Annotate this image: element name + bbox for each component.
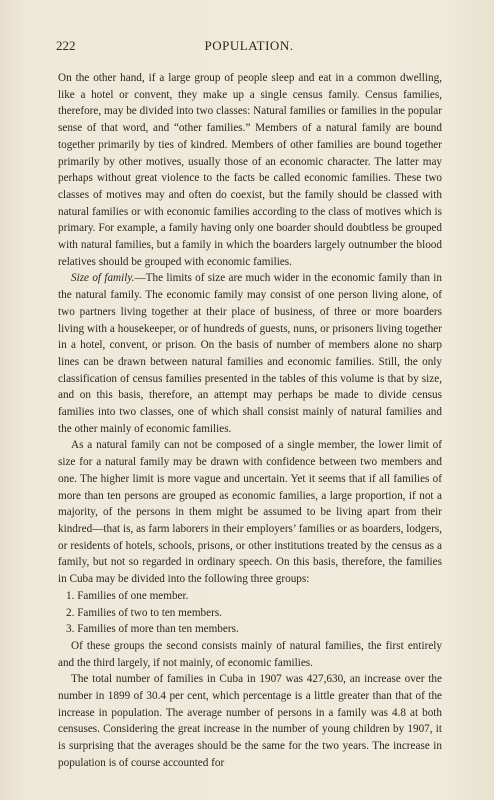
list-item-1: 1. Families of one member. bbox=[66, 589, 189, 602]
paragraph-2 bbox=[58, 270, 442, 437]
paragraph-4: Of these groups the second consists mainly of natural families, the first entirely and the third largely, if not mainly, of economic families. bbox=[58, 639, 442, 669]
page-number: 222 bbox=[56, 38, 76, 53]
running-head: POPULATION. bbox=[204, 38, 294, 53]
paragraph-2-text: —The limits of size are much wider in the economic family than in the natural family. The economic family may consist of one person living alone, of two partners living together at their place of business, of three or more boarders living with a housekeeper, or of hundreds of guests, nuns, or prisoners living together in a hotel, convent, or prison. On the basis of number of members alone no sharp lines can be drawn between natural families and economic families. Still, the only classification of census families presented in the tables of this volume is that by size, and on this basis, therefore, an attempt may perhaps be made to divide census families into two classes, one of which shall consist mainly of natural families and the other mainly of economic families. bbox=[58, 272, 442, 435]
list-item-3: 3. Families of more than ten members. bbox=[66, 623, 239, 636]
list-item-2: 2. Families of two to ten members. bbox=[66, 606, 222, 619]
paragraph-5: The total number of families in Cuba in 1907 was 427,630, an increase over the number in 1899 of 30.4 per cent, which percentage is a little greater than that of the increase in population. The average number of persons in a family was 4.8 at both censuses. Considering the great increase in the number of young children by 1907, it is surprising that the averages should be the same for the two years. The increase in population is of course accounted for bbox=[58, 673, 442, 769]
paragraph-1: On the other hand, if a large group of people sleep and eat in a common dwelling, like a hotel or convent, they make up a single census family. Census families, therefore, may be divided into two classes: Natural families or families in the popular sense of that word, and “other families.” Members of a natural family are bound together primarily by ties of kindred. Members of other families are bound together primarily by other motives, usually those of an economic character. The latter may perhaps without great violence to the facts be called economic families. These two classes of motives may and often do coexist, but the family should be classed with natural families or with economic families according to the class of motives which is primary. For example, a family having only one boarder should doubtless be grouped with natural families, but a family in which the boarders largely outnumber the blood relatives should be grouped with economic families. bbox=[58, 72, 442, 268]
page-header bbox=[56, 38, 442, 54]
body-text bbox=[58, 70, 442, 772]
paragraph-3: As a natural family can not be composed of a single member, the lower limit of size for a natural family may be drawn with confidence between two members and one. The higher limit is more vague and uncertain. Yet it seems that if all families of more than ten persons are grouped as economic families, a large proportion, if not a majority, of the persons in them might be assumed to be living apart from their kindred—that is, as farm laborers in their employers’ families or as boarders, lodgers, or residents of hotels, schools, prisons, or other institutions treated by the census as a family, but not so regarded in ordinary speech. On this basis, therefore, the families in Cuba may be divided into the following three groups: bbox=[58, 439, 442, 586]
runin-heading: Size of family. bbox=[71, 272, 135, 285]
